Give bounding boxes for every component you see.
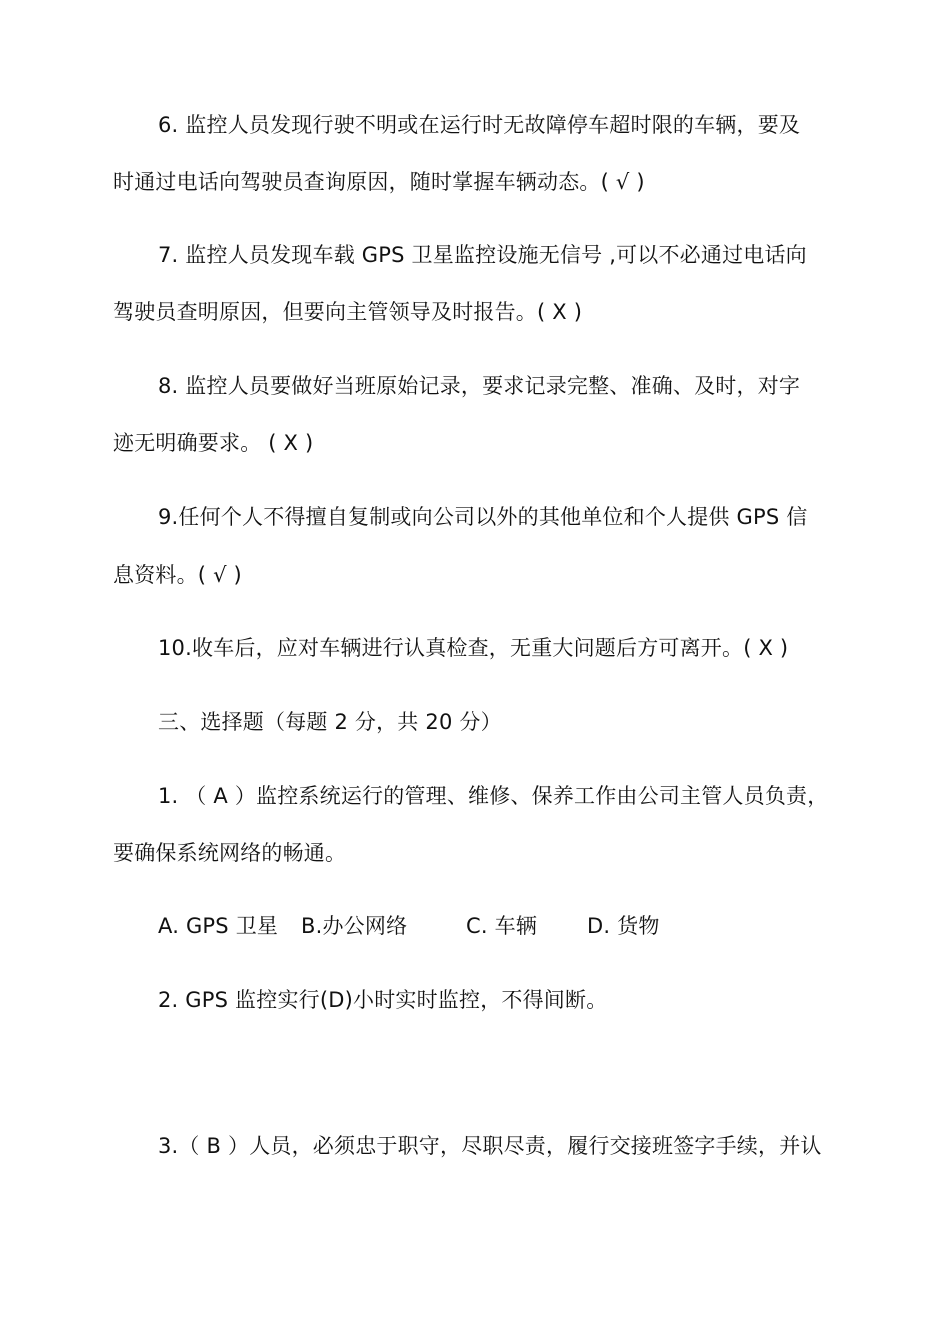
judgement-7-line-1: 7. 监控人员发现车载 GPS 卫星监控设施无信号 ,可以不必通过电话向 (158, 243, 807, 267)
choice-1-line-1: 1. （ A ）监控系统运行的管理、维修、保养工作由公司主管人员负责， (158, 784, 829, 808)
choice-3-line-1: 3.（ B ）人员，必须忠于职守，尽职尽责，履行交接班签字手续，并认 (158, 1134, 822, 1158)
choice-1-option-d: D. 货物 (587, 914, 660, 938)
judgement-6-line-1: 6. 监控人员发现行驶不明或在运行时无故障停车超时限的车辆，要及 (158, 113, 801, 137)
judgement-9-line-1: 9.任何个人不得擅自复制或向公司以外的其他单位和个人提供 GPS 信 (158, 505, 808, 529)
judgement-6-line-2: 时通过电话向驾驶员查询原因，随时掌握车辆动态。( √ ) (113, 170, 645, 194)
section-heading: 三、选择题（每题 2 分，共 20 分） (158, 710, 502, 734)
choice-1-option-c: C. 车辆 (466, 914, 538, 938)
judgement-10-line-1: 10.收车后，应对车辆进行认真检查，无重大问题后方可离开。( X ) (158, 636, 789, 660)
judgement-7-line-2: 驾驶员查明原因，但要向主管领导及时报告。( X ) (113, 300, 583, 324)
judgement-8-line-1: 8. 监控人员要做好当班原始记录，要求记录完整、准确、及时，对字 (158, 374, 801, 398)
choice-1-line-2: 要确保系统网络的畅通。 (113, 841, 347, 865)
judgement-8-line-2: 迹无明确要求。 ( X ) (113, 431, 314, 455)
choice-1-option-a: A. GPS 卫星 (158, 914, 279, 938)
judgement-9-line-2: 息资料。( √ ) (113, 563, 242, 587)
choice-2-line-1: 2. GPS 监控实行(D)小时实时监控，不得间断。 (158, 988, 608, 1012)
choice-1-option-b: B.办公网络 (301, 914, 408, 938)
